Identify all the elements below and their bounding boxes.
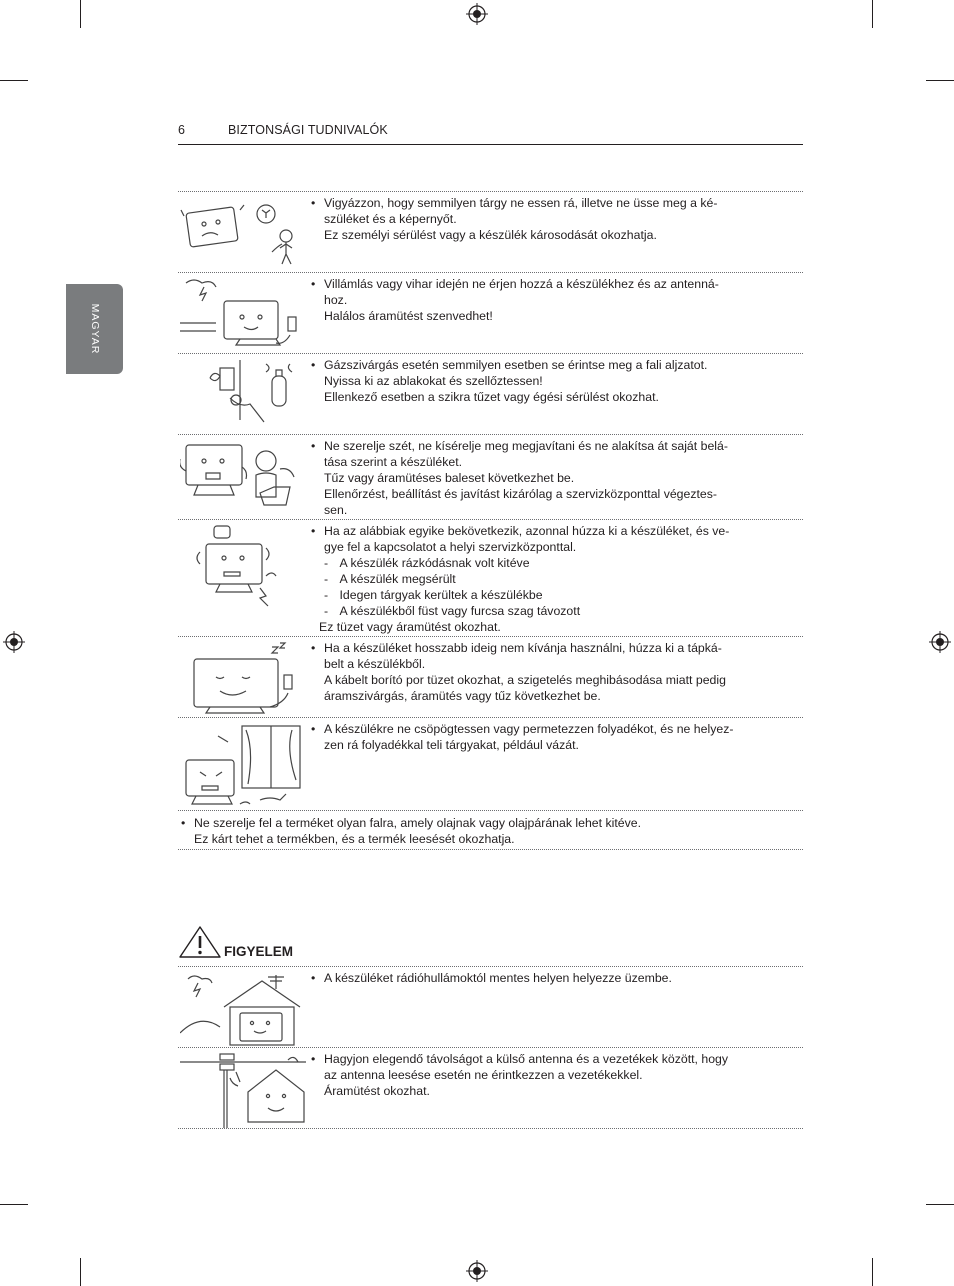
safety-row	[178, 810, 803, 850]
tv-falling-ball-illustration	[180, 196, 306, 268]
tv-sleeping-illustration	[180, 641, 306, 715]
registration-mark-icon	[929, 631, 951, 653]
safety-text: • Gázszivárgás esetén semmilyen esetben se érintse meg a fali aljzatot. Nyissa ki az ablakokat és szellőztessen! Ellenkező esetben a szikra tűzet vagy égési sérülést okozhat.	[311, 358, 708, 404]
crop-mark	[0, 80, 28, 81]
safety-text: • A készülékre ne csöpögtessen vagy permetezzen folyadékot, és ne helyez- zen rá folyadékkal teli tárgyakat, például vázát.	[311, 722, 734, 752]
crop-mark	[926, 1204, 954, 1205]
safety-text: • Ha az alábbiak egyike bekövetkezik, azonnal húzza ki a készüléket, és ve- gye fel a kapcsolatot a helyi szervizközponttal. - A készülék rázkódásnak volt kitéve - A készülék megsérült - Idegen tárgyak kerültek a készülékbe - A készülékből füst vagy furcsa szag távozott Ez tüzet vagy áramütést okozhat.	[324, 523, 794, 635]
warning-triangle-icon	[178, 925, 222, 959]
crop-mark	[872, 1258, 873, 1286]
safety-row	[178, 353, 803, 434]
caution-label: FIGYELEM	[224, 944, 294, 959]
safety-row	[178, 519, 803, 636]
crop-mark	[0, 1204, 28, 1205]
sub-item: - A készülék megsérült	[324, 571, 794, 587]
safety-row	[178, 717, 803, 810]
crop-mark	[926, 80, 954, 81]
language-tab	[66, 284, 123, 374]
safety-text: • Ne szerelje szét, ne kísérelje meg megjavítani és ne alakítsa át saját belá- tása szerint a készüléket. Tűz vagy áramütéses baleset következhet be. Ellenőrzést, beállítást és javítást kizárólag a szervizközponttal végeztes- sen.	[311, 439, 728, 517]
caution-row	[178, 966, 803, 1047]
registration-mark-icon	[466, 1260, 488, 1282]
tv-liquid-illustration	[180, 722, 306, 810]
language-tab-label: MAGYAR	[88, 303, 101, 355]
safety-row	[178, 191, 803, 272]
section-title: BIZTONSÁGI TUDNIVALÓK	[228, 123, 388, 137]
tv-lightning-illustration	[180, 277, 306, 349]
registration-mark-icon	[466, 3, 488, 25]
safety-text: • Vigyázzon, hogy semmilyen tárgy ne essen rá, illetve ne üsse meg a ké- szüléket és a képernyőt. Ez személyi sérülést vagy a készülék károsodását okozhatja.	[311, 196, 718, 242]
house-antenna-illustration	[180, 971, 306, 1047]
tv-disassembly-illustration	[180, 439, 306, 515]
safety-row	[178, 434, 803, 519]
sub-item: - Idegen tárgyak kerültek a készülékbe	[324, 587, 794, 603]
sub-item: - A készülékből füst vagy furcsa szag távozott	[324, 603, 794, 619]
caution-text: • A készüléket rádióhullámoktól mentes helyen helyezze üzembe.	[311, 971, 672, 985]
safety-text: • Ne szerelje fel a terméket olyan falra, amely olajnak vagy olajpárának lehet kitéve. Ez kárt tehet a termékben, és a termék leesését okozhatja.	[181, 816, 642, 846]
safety-row	[178, 636, 803, 717]
crop-mark	[80, 1258, 81, 1286]
safety-text: • Villámlás vagy vihar idején ne érjen hozzá a készülékhez és az antenná- hoz. Halálos áramütést szenvedhet!	[311, 277, 719, 323]
tv-damaged-illustration	[180, 524, 306, 608]
page-number: 6	[178, 123, 185, 137]
antenna-pole-illustration	[180, 1052, 306, 1128]
crop-mark	[872, 0, 873, 28]
gas-leak-illustration	[180, 358, 306, 430]
caution-text: • Hagyjon elegendő távolságot a külső antenna és a vezetékek között, hogy az antenna leesése esetén ne érintkezzen a vezetékekkel. Áramütést okozhat.	[311, 1052, 729, 1098]
safety-text: • Ha a készüléket hosszabb ideig nem kívánja használni, húzza ki a tápká- belt a készülékből. A kábelt borító por tüzet okozhat, a szigetelés meghibásodása miatt pedig áramszivárgás, áramütés vagy tűz következhet be.	[311, 641, 726, 703]
sub-item: - A készülék rázkódásnak volt kitéve	[324, 555, 794, 571]
caution-row	[178, 1047, 803, 1129]
crop-mark	[80, 0, 81, 28]
caution-heading	[178, 925, 378, 965]
registration-mark-icon	[3, 631, 25, 653]
safety-row	[178, 272, 803, 353]
page-header	[178, 122, 803, 145]
